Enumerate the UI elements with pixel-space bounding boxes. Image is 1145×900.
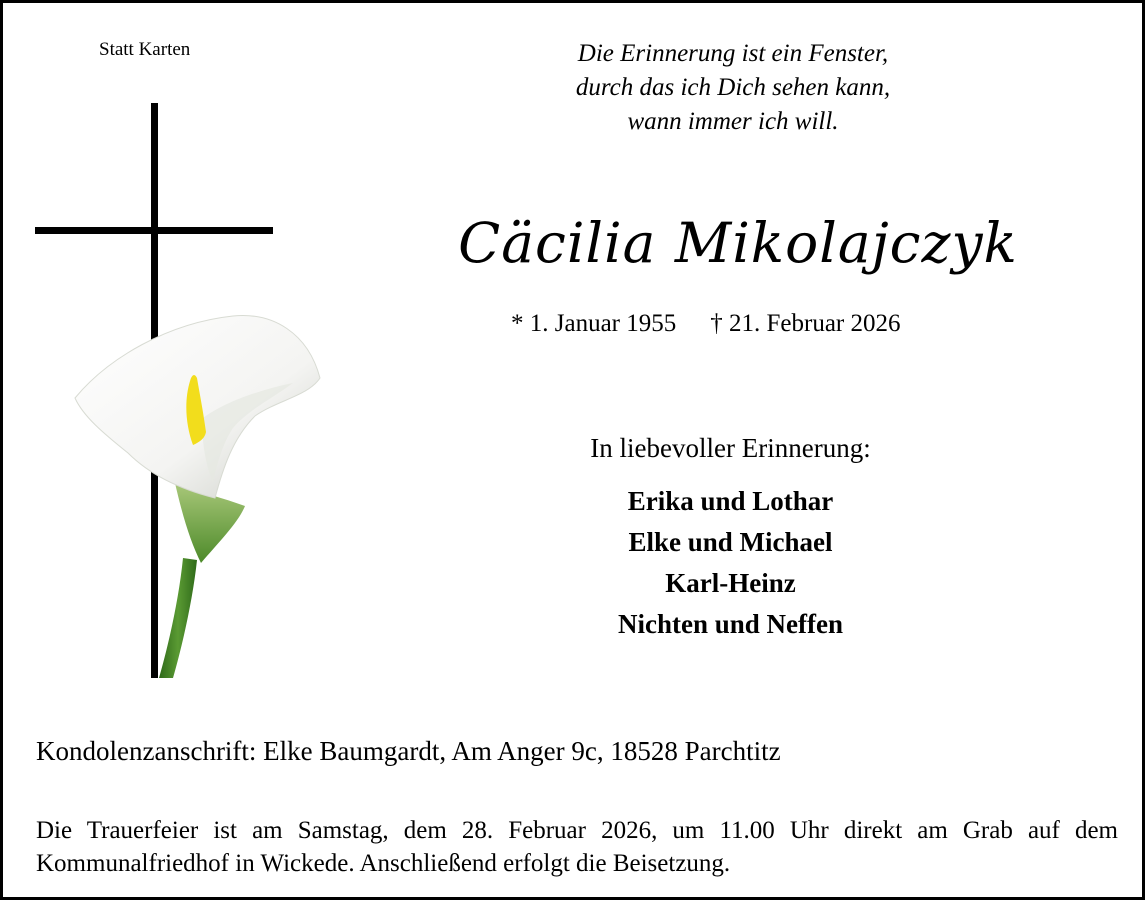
memory-heading: In liebevoller Erinnerung: xyxy=(590,433,871,463)
quote-line: durch das ich Dich sehen kann, xyxy=(575,74,891,101)
quote-line: wann immer ich will. xyxy=(627,108,839,135)
statt-karten-label: Statt Karten xyxy=(99,39,191,60)
birth-date: * 1. Januar 1955 xyxy=(511,310,677,337)
life-dates xyxy=(511,310,901,338)
memorial-quote xyxy=(473,37,993,139)
condolence-address: Kondolenzanschrift: Elke Baumgardt, Am Anger 9c, 18528 Parchtitz xyxy=(36,736,781,766)
mourner-entry: Nichten und Neffen xyxy=(617,609,843,639)
mourners-list xyxy=(473,481,988,645)
quote-line: Die Erinnerung ist ein Fenster, xyxy=(577,40,889,67)
mourner-entry: Karl-Heinz xyxy=(665,568,796,598)
death-date: † 21. Februar 2026 xyxy=(710,310,901,337)
mourner-entry: Elke und Michael xyxy=(628,527,833,557)
deceased-name: Cäcilia Mikolajczyk xyxy=(458,211,1018,275)
funeral-info: Die Trauerfeier ist am Samstag, dem 28. Februar 2026, um 11.00 Uhr direkt am Grab auf dem Kommunalfriedhof in Wickede. Anschließend erfolgt die Beisetzung. xyxy=(36,817,1118,877)
mourner-entry: Erika und Lothar xyxy=(627,486,834,516)
calla-lily-icon xyxy=(75,316,320,678)
cross-and-lily-artwork xyxy=(33,98,333,688)
